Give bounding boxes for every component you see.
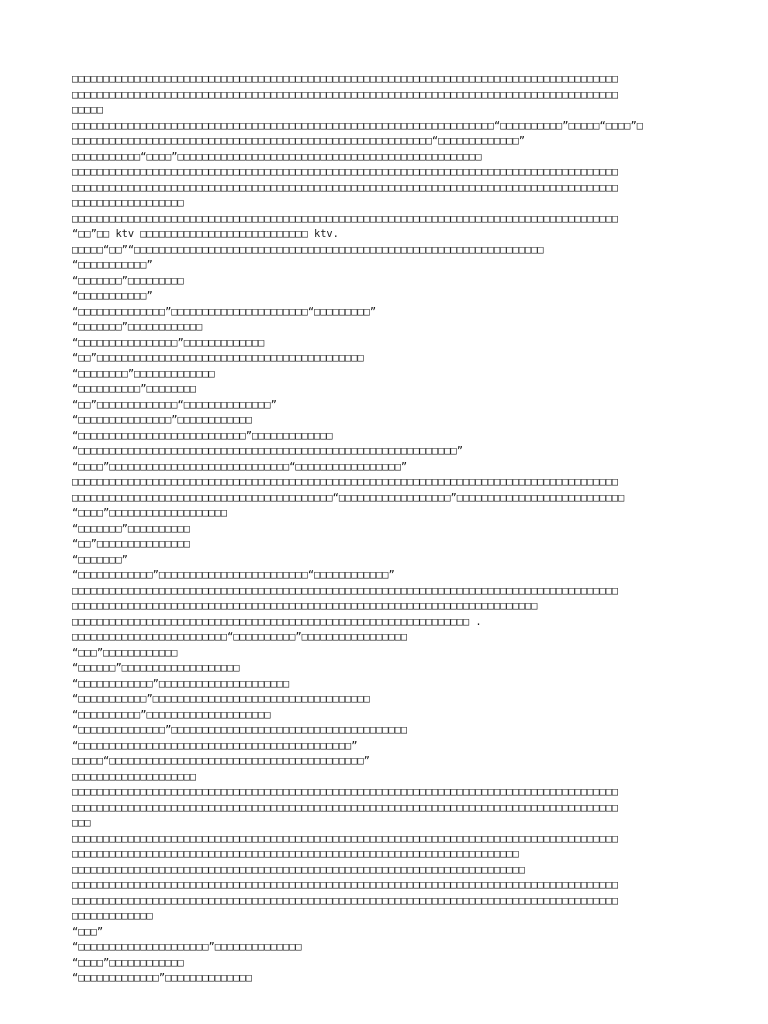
text-line: “□□□□”□□□□□□□□□□□□□□□□□□□ bbox=[72, 507, 228, 519]
text-line: “□□”□□□□□□□□□□□□□□□ bbox=[72, 538, 190, 550]
text-line: “□□□□□□□”□□□□□□□□□□□□ bbox=[72, 321, 203, 333]
text-line: □□□□□□□□□□□□□□□□□□□□□□□□□□□□□□□□□□□□□□□□□□□□□□□□□□□□□□□□□□□□□□□□□□□□□□□□□□□□□□□□□□□□□□□□ bbox=[72, 166, 619, 178]
text-line: □□□□□□□□□□□□□ bbox=[72, 910, 153, 922]
text-line: “□□□□□□□□□□□□”□□□□□□□□□□□□□□□□□□□□□□□□“□□□□□□□□□□□□” bbox=[72, 569, 395, 581]
text-line: “□□”□□□□□□□□□□□□□“□□□□□□□□□□□□□□” bbox=[72, 398, 277, 411]
text-line: “□□□□□□□□”□□□□□□□□□□□□□ bbox=[72, 367, 215, 380]
text-line: “□□□□□□□” bbox=[72, 553, 128, 566]
text-line: “□□□□□□□”□□□□□□□□□ bbox=[72, 274, 184, 287]
text-line: “□□□□□□□□□□□□□□□□□□□□□□□□□□□”□□□□□□□□□□□□□ bbox=[72, 429, 333, 442]
text-line: “□□□□□□□□□□□□□□”□□□□□□□□□□□□□□□□□□□□□□“□□□□□□□□□” bbox=[72, 305, 377, 318]
text-line: “□□□□□□□□□□□”□□□□□□□□□□□□□□□□□□□□□□□□□□□□□□□□□□□ bbox=[72, 693, 370, 705]
text-line: □□□□□□□□□□□□□□□□□□□□□□□□□□□□□□□□□□□□□□□□□□□□□□□□□□□□□□□□□□□□□□□□□□□□□□□□□□□□□□□□□□□□□□□□ bbox=[72, 212, 619, 225]
text-line: □□□□□□□□□□□“□□□□”□□□□□□□□□□□□□□□□□□□□□□□□□□□□□□□□□□□□□□□□□□□□□□□□□ bbox=[72, 150, 482, 163]
text-line: □□□□□□□□□□□□□□□□□□□□□□□□□□□□□□□□□□□□□□□□□□□□□□□□□□□□□□□□□□□□□□□□□□□□□□□□□□□□□□□□□□□□□□□□ bbox=[72, 832, 619, 845]
text-line: □□□□□□□□□□□□□□□□□□□□□□□□□□□□□□□□□□□□□□□□□□□□□□□□□□□□□□□□□□□□□□□□□□□□□□□□□□□□□□□□□□□□□□□□ bbox=[72, 476, 619, 488]
text-line: “□□□□□□□□□□□□”□□□□□□□□□□□□□□□□□□□□□ bbox=[72, 677, 290, 690]
text-line: □□□□□□□□□□□□□□□□□□□□□□□□□□□□□□□□□□□□□□□□□□□□□□□□□□□□□□□□□□□□□□□□□□□□□□□□□□□□□□□□□□□□□□□□ bbox=[72, 73, 619, 85]
text-line: “□□□□□□□□□□□” bbox=[72, 259, 153, 271]
text-line: □□□□□□□□□□□□□□□□□□□□ bbox=[72, 770, 197, 783]
text-line: □□□□□□□□□□□□□□□□□□□□□□□□□□□□□□□□□□□□□□□□□□“□□□□□□□□□□□□□□□□□□”□□□□□□□□□□□□□□□□□□□□□□□□□□□ bbox=[72, 491, 625, 504]
text-line: □□□□□□□□□□□□□□□□□□□□□□□□□□□□□□□□□□□□□□□□□□□□□□□□□□□□□□□□□□□□□□□□□□□□□□□□□□□□□□□□□□□□□□□□ bbox=[72, 879, 619, 891]
text-line: “□□□□□□□□□□□□□□□□□□□□□□□□□□□□□□□□□□□□□□□□□□□□□□□□□□□□□□□□□□□□□” bbox=[72, 445, 463, 457]
text-line: □□□□□□□□□□□□□□□□□□□□□□□□□□□□□□□□□□□□□□□□□□□□□□□□□□□□□□□□□□□□□□□□□□□□□□□□□□□□□□□□□□□□□□□□ bbox=[72, 786, 619, 798]
text-line: “□□□□”□□□□□□□□□□□□ bbox=[72, 956, 184, 969]
text-line: “□□□□□□”□□□□□□□□□□□□□□□□□□□ bbox=[72, 662, 240, 674]
text-line: “□□”□□□□□□□□□□□□□□□□□□□□□□□□□□□□□□□□□□□□□□□□□□□ bbox=[72, 352, 364, 364]
text-line: “□□□□□□□□□□□□□□□□□□□□□□□□□□□□□□□□□□□□□□□□□□□□” bbox=[72, 739, 358, 752]
text-line: □□□□□□□□□□□□□□□□□□□□□□□□□□□□□□□□□□□□□□□□□□□□□□□□□□□□□□□□□□□□□□□□□□□□“□□□□□□□□□□”□□□□□“□□□□”□ bbox=[72, 119, 643, 132]
text-line: □□□□□□□□□□□□□□□□□□□□□□□□□□□□□□□□□□□□□□□□□□□□□□□□□□□□□□□□□□□□□□□□□□□□□□□□□□□□□□□□□□□□□□□□ bbox=[72, 88, 619, 101]
text-line: “□□□□□□□”□□□□□□□□□□ bbox=[72, 522, 190, 535]
text-line: “□□□□□□□□□□□□□□□□”□□□□□□□□□□□□□ bbox=[72, 336, 265, 349]
text-line: “□□”□□ ktv □□□□□□□□□□□□□□□□□□□□□□□□□□□ ktv. bbox=[72, 228, 339, 240]
text-line: □□□□□□□□□□□□□□□□□□□□□□□□□□□□□□□□□□□□□□□□□□□□□□□□□□□□□□□□□□“□□□□□□□□□□□□□” bbox=[72, 135, 526, 147]
text-line: □□□□□□□□□□□□□□□□□□□□□□□□□□□□□□□□□□□□□□□□□□□□□□□□□□□□□□□□□□□□□□□□□□□□□□□□□ bbox=[72, 863, 526, 876]
text-line: “□□□□□□□□□□□□□□□”□□□□□□□□□□□□ bbox=[72, 414, 252, 426]
text-line: □□□□□□□□□□□□□□□□□□□□□□□□□□□□□□□□□□□□□□□□□□□□□□□□□□□□□□□□□□□□□□□□□□□□□□□□□□□□□□□□□□□□□□□□ bbox=[72, 894, 619, 907]
text-line: □□□□□□□□□□□□□□□□□□ bbox=[72, 197, 184, 209]
text-line: □□□□□“□□”“□□□□□□□□□□□□□□□□□□□□□□□□□□□□□□□□□□□□□□□□□□□□□□□□□□□□□□□□□□□□□□□□□□ bbox=[72, 243, 544, 256]
text-line: □□□□□ bbox=[72, 104, 104, 116]
text-line: □□□□□□□□□□□□□□□□□□□□□□□□□□□□□□□□□□□□□□□□□□□□□□□□□□□□□□□□□□□□□□□□ . bbox=[72, 615, 482, 628]
text-line: “□□□□□□□□□□”□□□□□□□□ bbox=[72, 383, 197, 395]
text-line: “□□□□□□□□□□□” bbox=[72, 290, 153, 302]
text-line: “□□□” bbox=[72, 925, 104, 938]
text-line: “□□□□□□□□□□”□□□□□□□□□□□□□□□□□□□□ bbox=[72, 708, 271, 721]
text-line: “□□□”□□□□□□□□□□□□ bbox=[72, 646, 178, 659]
text-line: “□□□□□□□□□□□□□□”□□□□□□□□□□□□□□□□□□□□□□□□□□□□□□□□□□□□□□ bbox=[72, 724, 408, 736]
text-line: □□□□□□□□□□□□□□□□□□□□□□□□□“□□□□□□□□□□”□□□□□□□□□□□□□□□□□ bbox=[72, 631, 408, 643]
text-line: □□□ bbox=[72, 817, 91, 829]
text-line: □□□□□“□□□□□□□□□□□□□□□□□□□□□□□□□□□□□□□□□□□□□□□□□” bbox=[72, 755, 370, 767]
text-line: □□□□□□□□□□□□□□□□□□□□□□□□□□□□□□□□□□□□□□□□□□□□□□□□□□□□□□□□□□□□□□□□□□□□□□□□□□□□□□□□□□□□□□□□ bbox=[72, 584, 619, 597]
text-line: □□□□□□□□□□□□□□□□□□□□□□□□□□□□□□□□□□□□□□□□□□□□□□□□□□□□□□□□□□□□□□□□□□□□□□□□□□□ bbox=[72, 600, 538, 612]
text-line: □□□□□□□□□□□□□□□□□□□□□□□□□□□□□□□□□□□□□□□□□□□□□□□□□□□□□□□□□□□□□□□□□□□□□□□□□□□□□□□□□□□□□□□□ bbox=[72, 181, 619, 194]
text-line: □□□□□□□□□□□□□□□□□□□□□□□□□□□□□□□□□□□□□□□□□□□□□□□□□□□□□□□□□□□□□□□□□□□□□□□□ bbox=[72, 848, 519, 860]
text-line: “□□□□”□□□□□□□□□□□□□□□□□□□□□□□□□□□□□“□□□□□□□□□□□□□□□□□” bbox=[72, 460, 408, 473]
text-line: □□□□□□□□□□□□□□□□□□□□□□□□□□□□□□□□□□□□□□□□□□□□□□□□□□□□□□□□□□□□□□□□□□□□□□□□□□□□□□□□□□□□□□□□ bbox=[72, 801, 619, 814]
text-line: “□□□□□□□□□□□□□”□□□□□□□□□□□□□□ bbox=[72, 972, 252, 984]
text-line: “□□□□□□□□□□□□□□□□□□□□□”□□□□□□□□□□□□□□ bbox=[72, 941, 302, 953]
document-page bbox=[72, 72, 698, 984]
